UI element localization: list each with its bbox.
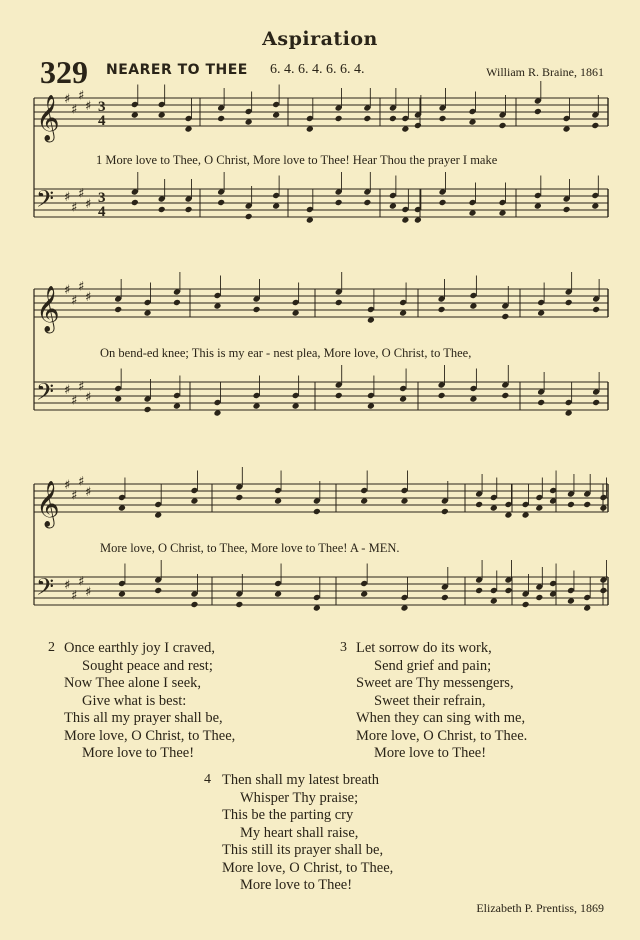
- stanza-line: More love to Thee!: [240, 877, 353, 893]
- stanza-line: Once earthly joy I craved,: [64, 640, 215, 656]
- sharp-sign-icon: ♯: [85, 485, 92, 500]
- sharp-sign-icon: ♯: [71, 488, 78, 504]
- hymn-meter: 6. 4. 6. 4. 6. 6. 4.: [270, 62, 365, 77]
- note-head: [522, 601, 530, 608]
- stanza-line: Whisper Thy praise;: [240, 789, 359, 806]
- sharp-sign-icon: ♯: [78, 279, 85, 295]
- sharp-sign-icon: ♯: [71, 102, 78, 118]
- note-head: [504, 511, 512, 518]
- note-head: [469, 395, 477, 402]
- stanza-line: Sought peace and rest;: [82, 657, 213, 674]
- note-head: [173, 402, 181, 409]
- note-head: [469, 209, 477, 216]
- note-head: [245, 213, 253, 220]
- note-head: [144, 309, 152, 316]
- note-head: [274, 497, 282, 504]
- note-head: [490, 504, 498, 511]
- hymn-title: NEARER TO THEE: [106, 62, 248, 78]
- note-head: [469, 118, 477, 125]
- stanza-line: Let sorrow do its work,: [356, 640, 492, 656]
- bass-clef-icon: 𝄢: [36, 185, 55, 218]
- note-head: [114, 395, 122, 402]
- stanza-line: Give what is best:: [82, 692, 187, 709]
- stanza-line: Sweet are Thy messengers,: [356, 675, 514, 691]
- note-head: [438, 306, 446, 313]
- note-head: [118, 590, 126, 597]
- note-head: [360, 590, 368, 597]
- note-head: [414, 216, 422, 223]
- sharp-sign-icon: ♯: [85, 99, 92, 114]
- note-head: [335, 299, 343, 306]
- note-head: [389, 115, 397, 122]
- note-head: [335, 115, 343, 122]
- stanza-line: When they can sing with me,: [356, 710, 526, 726]
- lyric-line-1: 1 More love to Thee, O Christ, More love to Thee! Hear Thou the prayer I make: [96, 153, 498, 167]
- note-head: [272, 111, 280, 118]
- note-head: [154, 587, 162, 594]
- note-head: [272, 202, 280, 209]
- time-signature-bottom: 4: [98, 204, 106, 220]
- note-head: [158, 206, 166, 213]
- hymn-number: 329: [40, 54, 88, 90]
- note-head: [439, 199, 447, 206]
- lyric-line-2: On bend-ed knee; This is my ear - nest plea, More love, O Christ, to Thee,: [100, 346, 472, 360]
- note-head: [414, 122, 422, 129]
- note-head: [535, 504, 543, 511]
- note-head: [592, 306, 600, 313]
- note-head: [401, 216, 409, 223]
- note-head: [441, 508, 449, 515]
- note-head: [144, 406, 152, 413]
- sharp-sign-icon: ♯: [71, 293, 78, 309]
- note-head: [306, 216, 314, 223]
- treble-clef-icon: 𝄞: [36, 95, 60, 141]
- note-head: [313, 508, 321, 515]
- note-head: [504, 587, 512, 594]
- stanza-line: Send grief and pain;: [374, 657, 492, 674]
- note-head: [253, 306, 261, 313]
- note-head: [583, 501, 591, 508]
- note-head: [592, 399, 600, 406]
- note-head: [499, 209, 507, 216]
- note-head: [185, 206, 193, 213]
- sharp-sign-icon: ♯: [71, 200, 78, 216]
- stanza-line: Then shall my latest breath: [222, 772, 380, 788]
- note-head: [213, 409, 221, 416]
- treble-clef-icon: 𝄞: [36, 481, 60, 527]
- note-head: [274, 590, 282, 597]
- note-head: [490, 597, 498, 604]
- note-head: [190, 601, 198, 608]
- time-signature-bottom: 4: [98, 113, 106, 129]
- sharp-sign-icon: ♯: [64, 478, 71, 493]
- stanza-3: [356, 640, 527, 763]
- note-head: [389, 202, 397, 209]
- note-head: [567, 597, 575, 604]
- sharp-sign-icon: ♯: [71, 393, 78, 409]
- note-head: [501, 392, 509, 399]
- sharp-sign-icon: ♯: [78, 474, 85, 490]
- sharp-sign-icon: ♯: [64, 283, 71, 298]
- time-signature-top: 3: [98, 190, 106, 206]
- note-head: [399, 395, 407, 402]
- sharp-sign-icon: ♯: [78, 186, 85, 202]
- note-head: [118, 504, 126, 511]
- sharp-sign-icon: ♯: [85, 585, 92, 600]
- note-head: [363, 199, 371, 206]
- bass-clef-icon: 𝄢: [36, 573, 55, 606]
- sharp-sign-icon: ♯: [71, 588, 78, 604]
- note-head: [534, 202, 542, 209]
- stanza-line: More love to Thee!: [374, 745, 487, 761]
- sharp-sign-icon: ♯: [64, 578, 71, 593]
- sharp-sign-icon: ♯: [64, 190, 71, 205]
- note-head: [591, 122, 599, 129]
- note-head: [217, 199, 225, 206]
- note-head: [591, 202, 599, 209]
- note-head: [360, 497, 368, 504]
- note-head: [475, 501, 483, 508]
- note-head: [292, 402, 300, 409]
- note-head: [190, 497, 198, 504]
- note-head: [565, 409, 573, 416]
- note-head: [399, 309, 407, 316]
- sharp-sign-icon: ♯: [78, 88, 85, 104]
- stanza-3-number: 3: [340, 640, 347, 655]
- stanza-line: This be the parting cry: [222, 807, 354, 823]
- note-head: [583, 604, 591, 611]
- note-head: [367, 402, 375, 409]
- stanza-line: This still its prayer shall be,: [222, 842, 384, 858]
- note-head: [565, 299, 573, 306]
- lyric-line-3: More love, O Christ, to Thee, More love to Thee! A - MEN.: [100, 541, 400, 555]
- note-head: [563, 206, 571, 213]
- stanza-line: Sweet their refrain,: [374, 692, 486, 709]
- stanza-line: More love, O Christ, to Thee,: [222, 859, 394, 876]
- note-head: [131, 111, 139, 118]
- note-head: [438, 392, 446, 399]
- stanza-2: [64, 640, 235, 763]
- note-head: [499, 122, 507, 129]
- stanza-2-number: 2: [48, 640, 55, 655]
- text-credit: Elizabeth P. Prentiss, 1869: [476, 901, 604, 915]
- note-head: [235, 494, 243, 501]
- stanza-line: More love, O Christ, to Thee,: [64, 727, 236, 744]
- note-head: [253, 402, 261, 409]
- note-head: [363, 115, 371, 122]
- stanza-line: My heart shall raise,: [240, 824, 359, 841]
- sharp-sign-icon: ♯: [78, 574, 85, 590]
- stanza-line: More love to Thee!: [82, 745, 195, 761]
- note-head: [469, 302, 477, 309]
- stanza-line: Now Thee alone I seek,: [64, 675, 202, 691]
- note-head: [400, 497, 408, 504]
- note-head: [306, 125, 314, 132]
- note-head: [313, 604, 321, 611]
- note-head: [441, 594, 449, 601]
- sharp-sign-icon: ♯: [64, 383, 71, 398]
- note-head: [131, 199, 139, 206]
- note-head: [292, 309, 300, 316]
- note-head: [563, 125, 571, 132]
- sharp-sign-icon: ♯: [64, 92, 71, 107]
- note-head: [173, 299, 181, 306]
- note-head: [367, 316, 375, 323]
- hymn-author: William R. Braine, 1861: [486, 65, 604, 79]
- note-head: [235, 601, 243, 608]
- stanza-line: This all my prayer shall be,: [64, 710, 223, 726]
- note-head: [537, 399, 545, 406]
- note-head: [335, 199, 343, 206]
- note-head: [567, 501, 575, 508]
- note-head: [535, 594, 543, 601]
- note-head: [245, 118, 253, 125]
- note-head: [217, 115, 225, 122]
- section-title: Aspiration: [262, 28, 378, 50]
- note-head: [213, 302, 221, 309]
- note-head: [400, 604, 408, 611]
- sharp-sign-icon: ♯: [85, 197, 92, 212]
- note-head: [522, 511, 530, 518]
- note-head: [501, 313, 509, 320]
- note-head: [534, 108, 542, 115]
- note-head: [439, 115, 447, 122]
- treble-clef-icon: 𝄞: [36, 286, 60, 332]
- note-head: [335, 392, 343, 399]
- time-signature-top: 3: [98, 99, 106, 115]
- sharp-sign-icon: ♯: [78, 379, 85, 395]
- sharp-sign-icon: ♯: [85, 290, 92, 305]
- note-head: [154, 511, 162, 518]
- sharp-sign-icon: ♯: [85, 390, 92, 405]
- bass-clef-icon: 𝄢: [36, 378, 55, 411]
- note-head: [158, 111, 166, 118]
- note-head: [537, 309, 545, 316]
- note-head: [114, 306, 122, 313]
- note-head: [185, 125, 193, 132]
- note-head: [401, 125, 409, 132]
- stanza-4: [222, 772, 393, 895]
- stanza-4-number: 4: [204, 772, 211, 787]
- stanza-line: More love, O Christ, to Thee.: [356, 727, 528, 744]
- note-head: [475, 587, 483, 594]
